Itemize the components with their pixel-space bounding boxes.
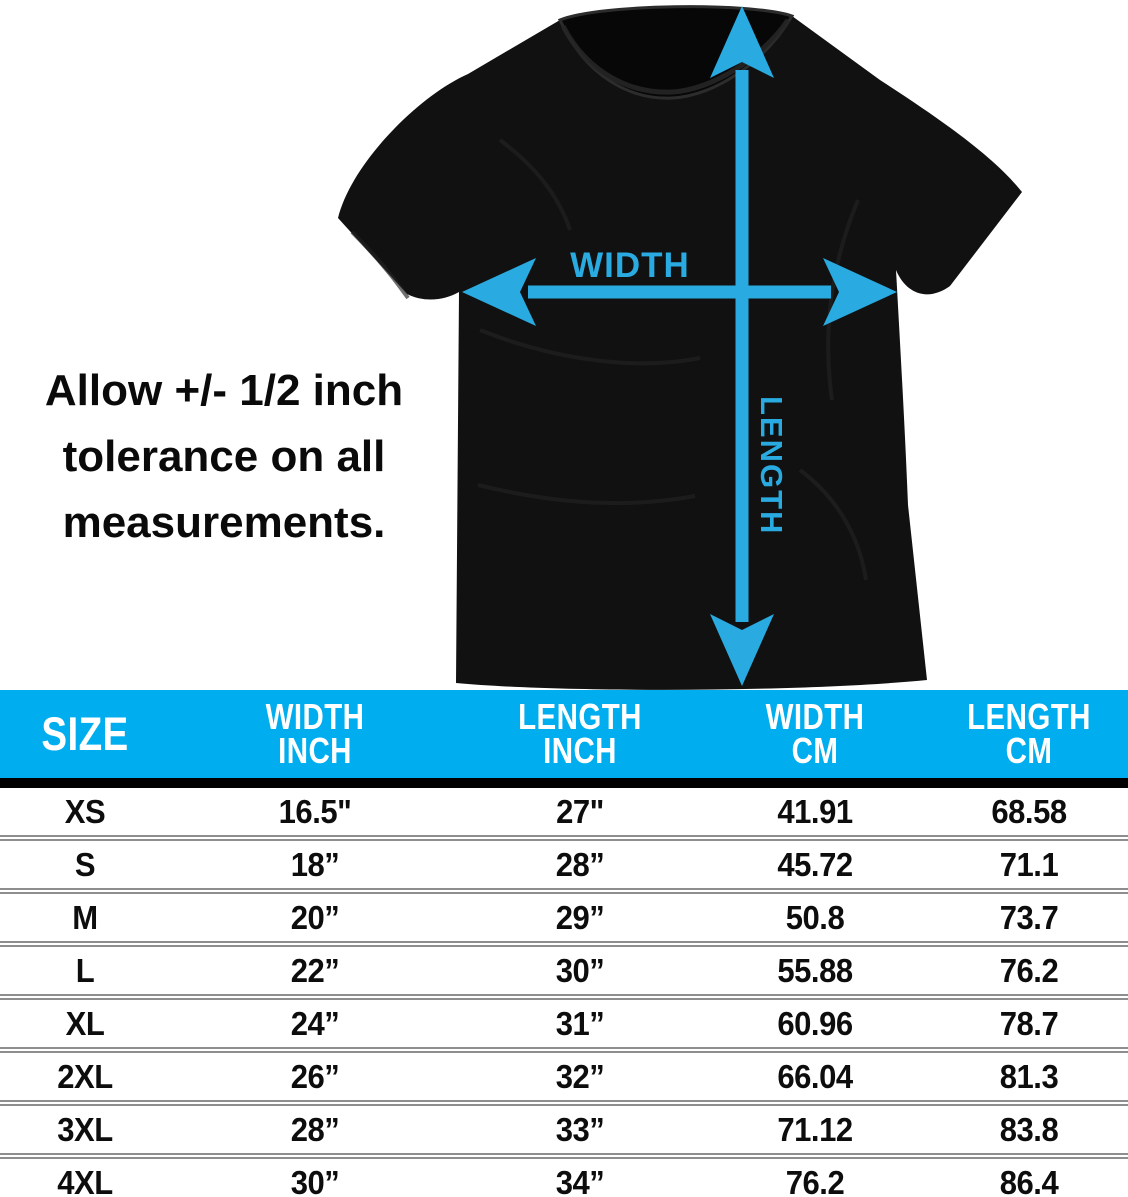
header-width-cm: WIDTH CM — [765, 695, 865, 771]
size-table — [0, 690, 1128, 1197]
header-length-inch: LENGTH INCH — [518, 695, 642, 771]
cell-size: 3XL — [57, 1110, 113, 1148]
cell-width-cm: 45.72 — [777, 845, 853, 883]
cell-width-cm: 66.04 — [777, 1057, 853, 1095]
length-arrow-line — [736, 70, 749, 622]
cell-length-inch: 27" — [556, 792, 604, 830]
length-arrow-label: LENGTH — [754, 396, 789, 536]
cell-width-inch: 20” — [290, 898, 340, 936]
cell-size: XS — [64, 792, 106, 830]
cell-length-cm: 81.3 — [999, 1057, 1059, 1095]
cell-length-cm: 71.1 — [999, 845, 1059, 883]
cell-size: L — [75, 951, 95, 989]
table-row-l — [0, 941, 1128, 994]
cell-length-cm: 76.2 — [999, 951, 1059, 989]
header-divider — [0, 778, 1128, 788]
cell-length-cm: 86.4 — [999, 1163, 1059, 1197]
cell-width-inch: 24” — [290, 1004, 340, 1042]
tolerance-note-line1: Allow +/- 1/2 inch — [44, 366, 404, 415]
cell-length-cm: 68.58 — [991, 792, 1067, 830]
cell-width-inch: 16.5" — [278, 792, 352, 830]
cell-length-cm: 83.8 — [999, 1110, 1059, 1148]
cell-length-inch: 34” — [555, 1163, 605, 1197]
tolerance-note-line2: tolerance on all — [62, 432, 386, 481]
cell-length-inch: 30” — [555, 951, 605, 989]
size-table-body — [0, 788, 1128, 1197]
header-length-cm: LENGTH CM — [967, 695, 1091, 771]
header-width-inch: WIDTH INCH — [265, 695, 365, 771]
width-arrow-label: WIDTH — [570, 246, 690, 285]
cell-width-cm: 50.8 — [785, 898, 845, 936]
table-row-m — [0, 888, 1128, 941]
cell-width-cm: 60.96 — [777, 1004, 853, 1042]
cell-width-cm: 41.91 — [777, 792, 853, 830]
tolerance-note-line3: measurements. — [62, 498, 386, 547]
cell-length-inch: 29” — [555, 898, 605, 936]
cell-width-inch: 30” — [290, 1163, 340, 1197]
cell-size: S — [74, 845, 96, 883]
table-row-s — [0, 835, 1128, 888]
table-row-3xl — [0, 1100, 1128, 1153]
cell-length-inch: 33” — [555, 1110, 605, 1148]
cell-size: M — [72, 898, 98, 936]
table-row-xs — [0, 788, 1128, 835]
cell-width-cm: 55.88 — [777, 951, 853, 989]
cell-width-cm: 71.12 — [777, 1110, 853, 1148]
cell-length-inch: 31” — [555, 1004, 605, 1042]
size-table-header — [0, 690, 1128, 778]
cell-width-inch: 28” — [290, 1110, 340, 1148]
cell-width-cm: 76.2 — [785, 1163, 845, 1197]
tolerance-note — [0, 358, 448, 556]
cell-length-inch: 32” — [555, 1057, 605, 1095]
cell-width-inch: 26” — [290, 1057, 340, 1095]
cell-width-inch: 22” — [290, 951, 340, 989]
cell-width-inch: 18” — [290, 845, 340, 883]
header-size: SIZE — [41, 706, 129, 760]
cell-size: 2XL — [57, 1057, 113, 1095]
cell-length-inch: 28” — [555, 845, 605, 883]
table-row-xl — [0, 994, 1128, 1047]
cell-size: 4XL — [57, 1163, 113, 1197]
cell-size: XL — [65, 1004, 105, 1042]
width-arrow-line — [528, 286, 831, 299]
table-row-4xl — [0, 1153, 1128, 1197]
cell-length-cm: 78.7 — [999, 1004, 1059, 1042]
table-row-2xl — [0, 1047, 1128, 1100]
tshirt-silhouette — [338, 7, 1022, 690]
cell-length-cm: 73.7 — [999, 898, 1059, 936]
